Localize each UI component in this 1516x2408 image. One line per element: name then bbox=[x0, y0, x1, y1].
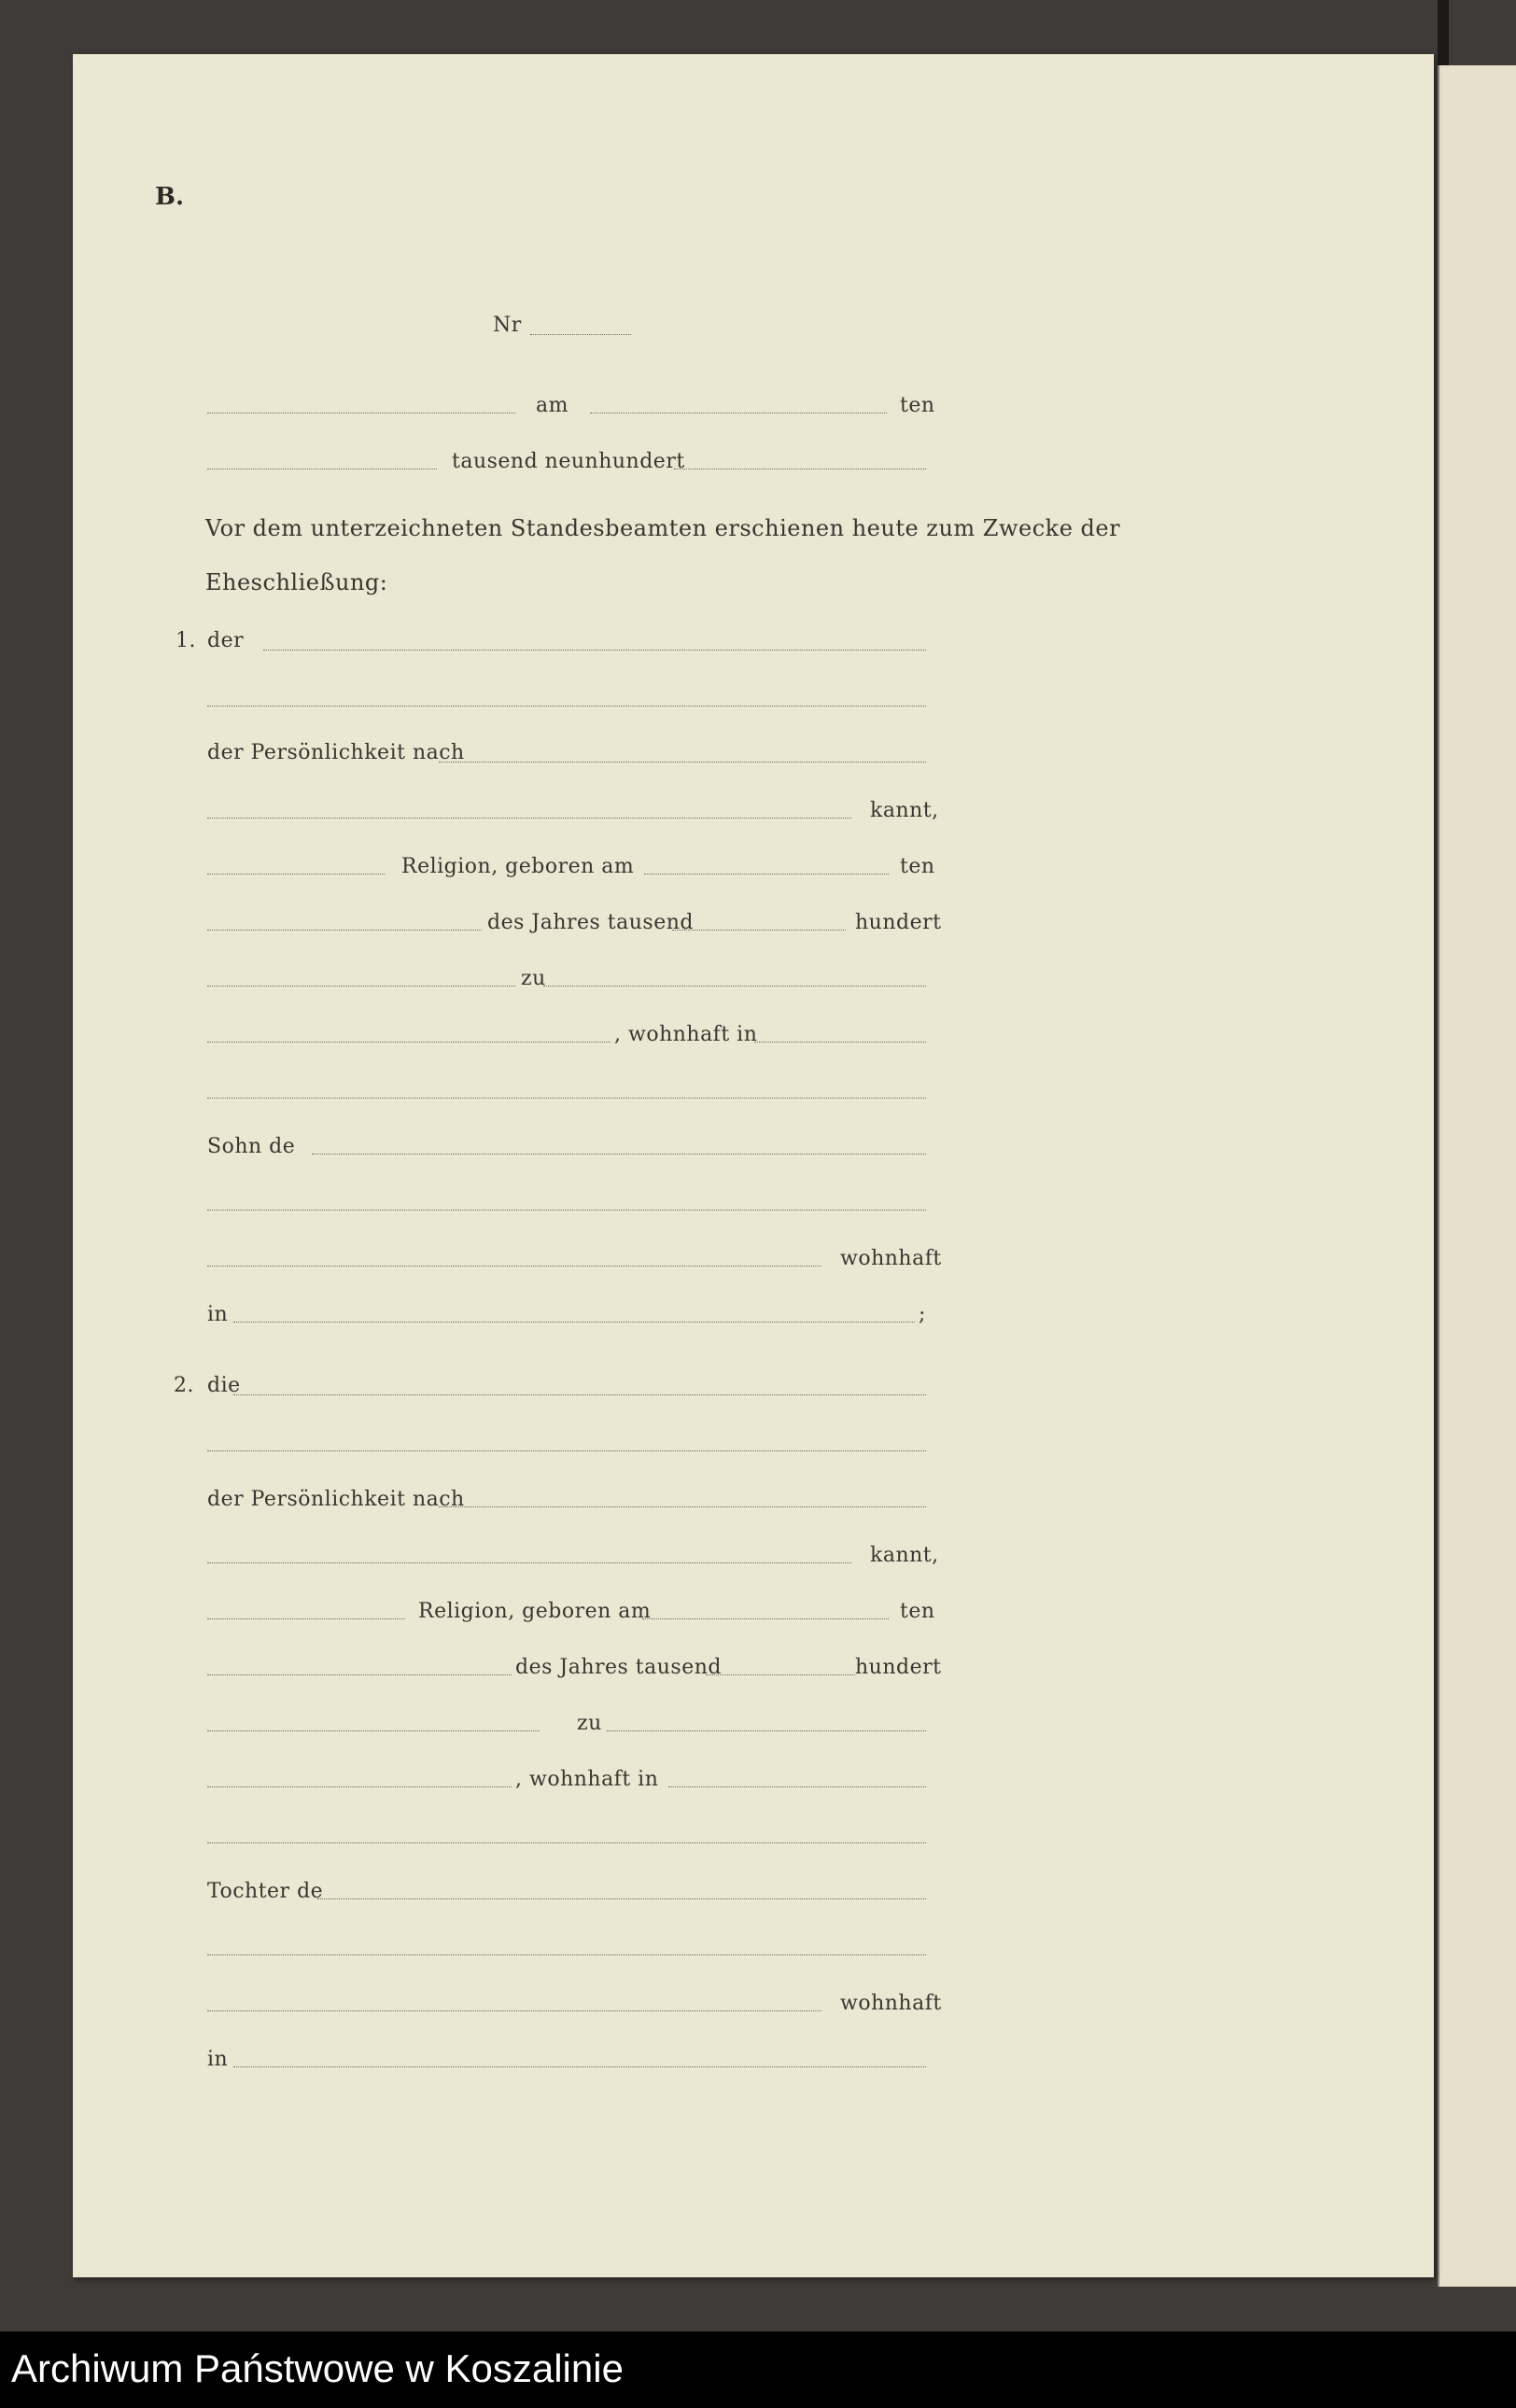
next-page-edge bbox=[1438, 65, 1516, 2287]
p2-birthday-field bbox=[642, 1618, 889, 1619]
p1-year-field bbox=[672, 930, 846, 931]
section-letter: B. bbox=[155, 183, 185, 211]
p1-zu-label: zu bbox=[521, 967, 546, 990]
p2-residence-field-2 bbox=[207, 1842, 926, 1843]
groom-name-field-2 bbox=[207, 706, 926, 707]
binding-edge bbox=[1438, 0, 1449, 65]
p2-zu-label: zu bbox=[577, 1712, 602, 1735]
p2-religion-field bbox=[207, 1618, 405, 1619]
p1-year2-field bbox=[207, 986, 515, 987]
p1-identity-field bbox=[439, 762, 926, 763]
p1-parents-field bbox=[312, 1154, 926, 1155]
p1-kannt-label: kannt, bbox=[870, 799, 939, 822]
p2-parents-field-3 bbox=[207, 2010, 821, 2011]
p1-birthday-field bbox=[644, 874, 889, 875]
p2-year-field bbox=[706, 1674, 855, 1675]
nr-label: Nr bbox=[493, 314, 522, 337]
p1-parents-field-2 bbox=[207, 1210, 926, 1211]
p2-wohnhaft-in-label: , wohnhaft in bbox=[515, 1768, 659, 1791]
p1-religion-label: Religion, geboren am bbox=[401, 855, 635, 878]
die-label: die bbox=[207, 1374, 241, 1397]
p1-parents-field-3 bbox=[207, 1266, 821, 1267]
p1-residence-field bbox=[754, 1042, 926, 1043]
p1-residence-field-2 bbox=[207, 1098, 926, 1099]
p2-religion-label: Religion, geboren am bbox=[418, 1600, 652, 1623]
person1-number: 1. bbox=[175, 629, 196, 652]
der-label: der bbox=[207, 629, 245, 652]
groom-name-field bbox=[263, 650, 926, 651]
p1-hundert-label: hundert bbox=[855, 911, 942, 934]
nr-field bbox=[530, 334, 631, 335]
p1-in-label: in bbox=[207, 1303, 229, 1326]
archive-name: Archiwum Państwowe w Koszalinie bbox=[11, 2346, 624, 2390]
p1-religion-field bbox=[207, 874, 385, 875]
p1-semicolon: ; bbox=[919, 1303, 926, 1326]
p2-hundert-label: hundert bbox=[855, 1656, 942, 1679]
bride-name-field-2 bbox=[207, 1450, 926, 1451]
archive-footer bbox=[0, 2331, 1516, 2408]
am-label: am bbox=[536, 394, 568, 417]
p1-wohnhaft-label: wohnhaft bbox=[840, 1247, 942, 1270]
p2-identity-field bbox=[439, 1506, 926, 1507]
p2-ten-label: ten bbox=[900, 1600, 935, 1623]
p2-birthplace-field bbox=[607, 1730, 926, 1731]
p2-kannt-label: kannt, bbox=[870, 1544, 939, 1567]
p2-month-field bbox=[207, 1674, 512, 1675]
p2-wohnhaft-label: wohnhaft bbox=[840, 1992, 942, 2015]
p2-jahres-label: des Jahres tausend bbox=[515, 1656, 722, 1679]
person2-number: 2. bbox=[174, 1374, 194, 1397]
tochter-label: Tochter de bbox=[207, 1880, 324, 1903]
form-page bbox=[73, 54, 1434, 2277]
p1-month-field bbox=[207, 930, 482, 931]
p1-identity-field-2 bbox=[207, 818, 851, 819]
intro-line-1: Vor dem unterzeichneten Standesbeamten erschienen heute zum Zwecke der bbox=[205, 515, 1121, 541]
p2-persoenlichkeit-label: der Persönlichkeit nach bbox=[207, 1488, 465, 1511]
p1-persoenlichkeit-label: der Persönlichkeit nach bbox=[207, 741, 465, 764]
p2-birthplace-field-2 bbox=[207, 1786, 512, 1787]
p2-identity-field-2 bbox=[207, 1562, 851, 1563]
p2-residence-field bbox=[668, 1786, 926, 1787]
p1-jahres-label: des Jahres tausend bbox=[487, 911, 694, 934]
p2-in-label: in bbox=[207, 2048, 229, 2071]
p2-parents-field-2 bbox=[207, 1954, 926, 1955]
p1-birthplace-field-2 bbox=[207, 1042, 611, 1043]
p1-wohnhaft-in-label: , wohnhaft in bbox=[614, 1023, 758, 1046]
year-label: tausend neunhundert bbox=[452, 450, 685, 473]
p2-year2-field bbox=[207, 1730, 540, 1731]
p2-parents-residence-field bbox=[233, 2066, 926, 2067]
p2-parents-field bbox=[317, 1898, 926, 1899]
p1-parents-residence-field bbox=[233, 1322, 915, 1323]
intro-line-2: Eheschließung: bbox=[205, 569, 388, 595]
bride-name-field bbox=[233, 1394, 926, 1395]
sohn-label: Sohn de bbox=[207, 1135, 296, 1158]
ten-label: ten bbox=[900, 394, 935, 417]
p1-ten-label: ten bbox=[900, 855, 935, 878]
p1-birthplace-field bbox=[543, 986, 926, 987]
